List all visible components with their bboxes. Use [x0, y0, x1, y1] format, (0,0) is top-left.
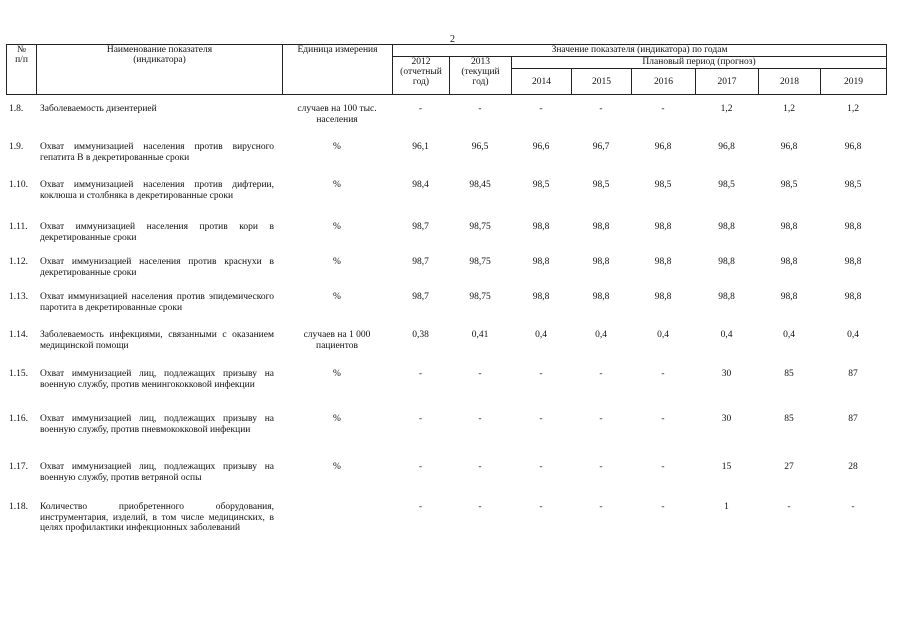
indicator-name: Заболеваемость инфекциями, связанными с оказанием медицинской помощи	[40, 330, 274, 351]
value-cell: 1,2	[720, 104, 733, 114]
value-cell: 0,4	[720, 330, 733, 340]
indicator-name: Охват иммунизацией населения против кори в декретированные сроки	[40, 222, 274, 243]
value-cell: 98,75	[469, 222, 491, 232]
value-cell: 96,8	[844, 142, 862, 152]
value-cell: -	[661, 414, 665, 424]
header-values-group: Значение показателя (индикатора) по годам	[393, 45, 887, 57]
value-cell: 98,8	[592, 292, 610, 302]
table-row	[6, 369, 886, 414]
value-cell: 0,38	[412, 330, 429, 340]
indicator-table	[6, 104, 886, 562]
indicator-name: Охват иммунизацией населения против краснухи в декретированные сроки	[40, 257, 274, 278]
row-number: 1.10.	[9, 180, 28, 190]
value-cell: 98,7	[412, 257, 429, 267]
value-cell: -	[599, 462, 603, 472]
value-cell: -	[478, 462, 482, 472]
value-cell: -	[418, 104, 423, 114]
value-cell: 1,2	[783, 104, 795, 114]
header-year-2012: 2012 (отчетный год)	[393, 57, 450, 95]
row-number: 1.13.	[9, 292, 28, 302]
row-number: 1.17.	[9, 462, 28, 472]
value-cell: 0,4	[535, 330, 547, 340]
value-cell: 96,1	[412, 142, 429, 152]
row-number: 1.9.	[9, 142, 24, 152]
value-cell: 98,8	[592, 257, 610, 267]
table-row	[6, 222, 886, 257]
value-cell: 98,7	[412, 222, 429, 232]
value-cell: 98,5	[654, 180, 672, 190]
indicator-name: Охват иммунизацией населения против эпидемического паротита в декретированные сроки	[40, 292, 274, 313]
value-cell: 96,8	[718, 142, 735, 152]
unit-cell: случаев на 100 тыс. населения	[297, 104, 377, 125]
header-planned-group: Плановый период (прогноз)	[512, 57, 887, 69]
header-unit: Единица измерения	[283, 45, 393, 95]
value-cell: -	[418, 369, 423, 379]
value-cell: 98,8	[592, 222, 610, 232]
value-cell: 98,5	[718, 180, 735, 190]
unit-cell: %	[333, 369, 341, 379]
header-year: 2018	[759, 69, 821, 95]
value-cell: 98,5	[844, 180, 862, 190]
row-number: 1.8.	[9, 104, 24, 114]
value-cell: -	[539, 502, 543, 512]
value-cell: -	[418, 502, 423, 512]
header-year: 2014	[512, 69, 572, 95]
value-cell: 0,4	[783, 330, 795, 340]
value-cell: 98,8	[532, 222, 550, 232]
table-row	[6, 292, 886, 330]
table-row	[6, 180, 886, 222]
value-cell: -	[478, 414, 482, 424]
value-cell: 85	[784, 414, 794, 424]
row-number: 1.11.	[9, 222, 28, 232]
value-cell: 0,4	[847, 330, 859, 340]
value-cell: 15	[721, 462, 732, 472]
value-cell: 98,8	[844, 222, 862, 232]
value-cell: -	[478, 502, 482, 512]
value-cell: 27	[784, 462, 794, 472]
value-cell: 96,7	[592, 142, 610, 152]
value-cell: 96,8	[780, 142, 798, 152]
indicator-name: Охват иммунизацией лиц, подлежащих призыву на военную службу, против пневмококковой инфекции	[40, 414, 274, 435]
value-cell: 98,8	[718, 257, 735, 267]
indicator-name: Охват иммунизацией лиц, подлежащих призыву на военную службу, против менингококковой инфекции	[40, 369, 274, 390]
value-cell: -	[599, 414, 603, 424]
unit-cell: случаев на 1 000 пациентов	[303, 330, 371, 351]
page-number: 2	[450, 34, 455, 45]
row-number: 1.14.	[9, 330, 28, 340]
value-cell: -	[787, 502, 791, 512]
value-cell: 96,8	[654, 142, 672, 152]
value-cell: -	[661, 104, 665, 114]
value-cell: -	[661, 462, 665, 472]
value-cell: 98,8	[718, 222, 735, 232]
value-cell: 98,8	[780, 222, 798, 232]
table-row	[6, 414, 886, 462]
value-cell: 1	[724, 502, 729, 512]
unit-cell: %	[333, 257, 341, 267]
value-cell: 87	[848, 369, 858, 379]
value-cell: 98,8	[532, 257, 550, 267]
unit-cell: %	[333, 142, 341, 152]
unit-cell: %	[333, 292, 341, 302]
table-row	[6, 502, 886, 562]
value-cell: 98,8	[780, 257, 798, 267]
value-cell: -	[661, 502, 665, 512]
value-cell: -	[418, 414, 423, 424]
value-cell: 96,5	[471, 142, 489, 152]
value-cell: 0,4	[595, 330, 607, 340]
value-cell: 98,8	[654, 257, 672, 267]
value-cell: 98,8	[780, 292, 798, 302]
header-year: 2015	[572, 69, 632, 95]
header-name: Наименование показателя (индикатора)	[37, 45, 283, 95]
unit-cell: %	[333, 222, 341, 232]
value-cell: -	[539, 462, 543, 472]
table-row	[6, 104, 886, 142]
value-cell: 98,75	[469, 292, 491, 302]
value-cell: -	[661, 369, 665, 379]
value-cell: 98,8	[654, 292, 672, 302]
value-cell: -	[599, 104, 603, 114]
value-cell: 30	[721, 369, 732, 379]
value-cell: -	[478, 369, 482, 379]
header-year-2013: 2013 (текущий год)	[450, 57, 512, 95]
value-cell: -	[539, 104, 543, 114]
value-cell: 98,8	[532, 292, 550, 302]
value-cell: 98,75	[469, 257, 491, 267]
value-cell: 98,8	[654, 222, 672, 232]
value-cell: 98,5	[592, 180, 610, 190]
value-cell: -	[418, 462, 423, 472]
table-row	[6, 142, 886, 180]
indicator-name: Количество приобретенного оборудования, инструментария, изделий, в том числе медицинских, в целях профилактики инфекционных заболеваний	[40, 502, 274, 533]
unit-cell: %	[333, 462, 341, 472]
header-num: № п/п	[7, 45, 37, 95]
value-cell: 98,7	[412, 292, 429, 302]
row-number: 1.16.	[9, 414, 28, 424]
table-row	[6, 462, 886, 502]
value-cell: 0,41	[471, 330, 489, 340]
row-number: 1.18.	[9, 502, 28, 512]
value-cell: -	[478, 104, 482, 114]
header-year: 2019	[821, 69, 887, 95]
indicator-name: Охват иммунизацией населения против дифтерии, коклюша и столбняка в декретированные сроки	[40, 180, 274, 201]
value-cell: -	[851, 502, 855, 512]
table-row	[6, 330, 886, 369]
unit-cell	[282, 502, 392, 562]
unit-cell: %	[333, 180, 341, 190]
value-cell: -	[599, 369, 603, 379]
value-cell: -	[539, 414, 543, 424]
header-year: 2016	[632, 69, 696, 95]
row-number: 1.15.	[9, 369, 28, 379]
indicator-name: Заболеваемость дизентерией	[40, 104, 157, 114]
unit-cell: %	[333, 414, 341, 424]
value-cell: 87	[848, 414, 858, 424]
value-cell: 98,8	[844, 257, 862, 267]
value-cell: 98,45	[469, 180, 491, 190]
value-cell: 28	[848, 462, 858, 472]
value-cell: 98,8	[718, 292, 735, 302]
indicator-name: Охват иммунизацией лиц, подлежащих призыву на военную службу, против ветряной оспы	[40, 462, 274, 483]
value-cell: 30	[721, 414, 732, 424]
value-cell: 1,2	[847, 104, 859, 114]
table-header	[6, 44, 887, 95]
value-cell: 98,4	[412, 180, 429, 190]
row-number: 1.12.	[9, 257, 28, 267]
value-cell: -	[539, 369, 543, 379]
indicator-name: Охват иммунизацией населения против вирусного гепатита В в декретированные сроки	[40, 142, 274, 163]
value-cell: 98,8	[844, 292, 862, 302]
value-cell: 98,5	[780, 180, 798, 190]
value-cell: 0,4	[657, 330, 669, 340]
value-cell: -	[599, 502, 603, 512]
value-cell: 96,6	[532, 142, 550, 152]
table-row	[6, 257, 886, 292]
value-cell: 98,5	[532, 180, 550, 190]
header-year: 2017	[696, 69, 759, 95]
value-cell: 85	[784, 369, 794, 379]
